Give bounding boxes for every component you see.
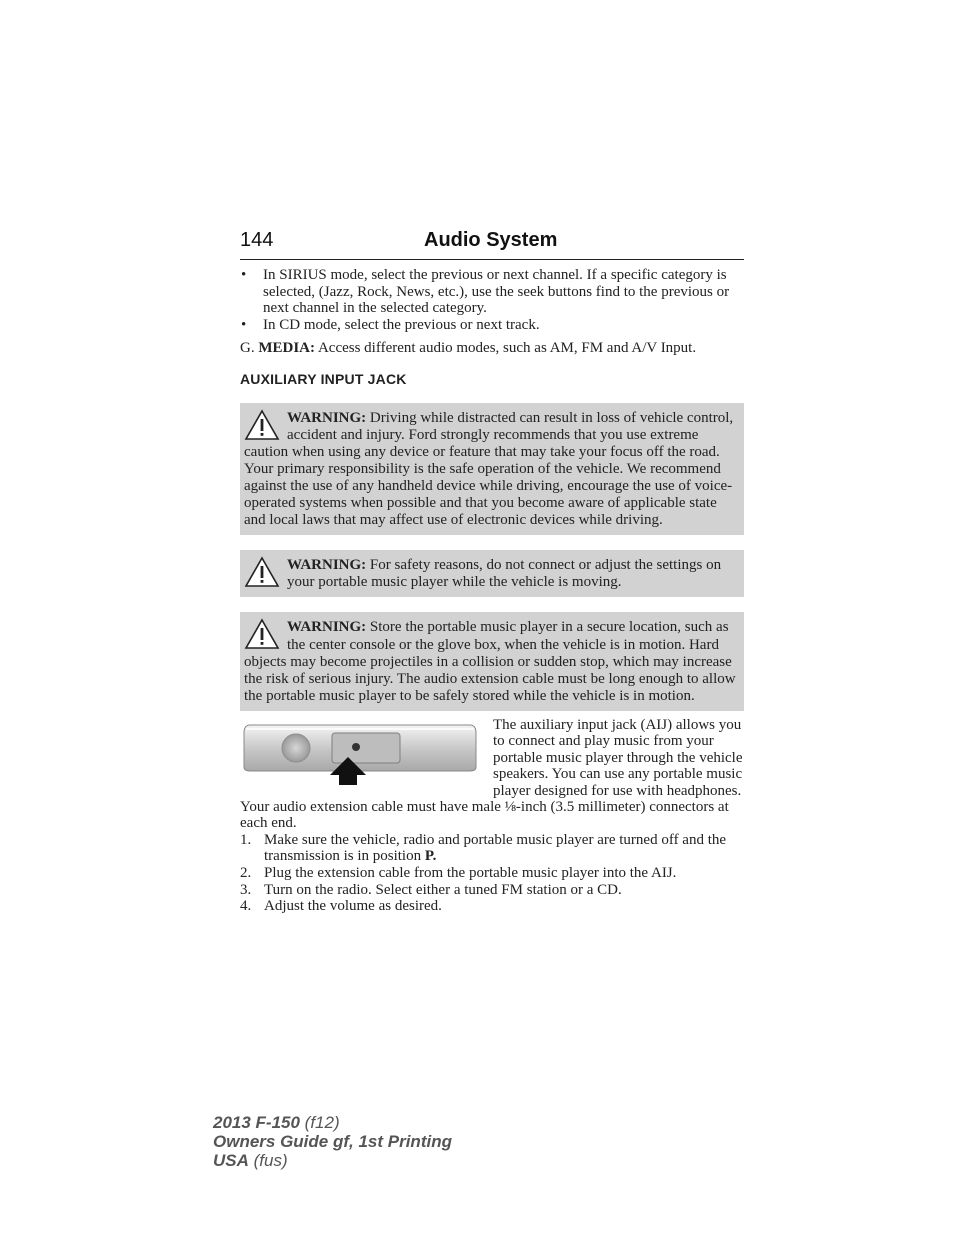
footer-model: 2013 F-150 [213,1113,300,1132]
list-item [240,267,744,317]
list-item [240,317,744,334]
footer-line [213,1113,452,1132]
step-number: 2. [240,864,252,881]
footer-line [213,1132,452,1151]
warning-text: Store the portable music player in a secure location, such as the center console or the glove box, when the vehicle is in motion. Hard objects may become projectiles in a collision or sudden stop, which may increase the risk of serious injury. The audio extension cable must be long enough to allow the portable music player to be safely stored while the vehicle is in motion. [244,619,736,704]
footer-line [213,1151,452,1170]
warning-triangle-icon [244,556,282,588]
page-header [240,229,744,260]
bullet-text: In CD mode, select the previous or next track. [263,316,540,333]
footer-model-code: (f12) [299,1113,340,1132]
step-item [240,882,744,899]
aij-section [240,717,744,832]
warning-label: WARNING: [287,409,367,426]
step-text: Plug the extension cable from the portable music player into the AIJ. [264,864,677,881]
bullet-icon: • [241,267,247,283]
warning-label: WARNING: [287,619,367,636]
step-text: Turn on the radio. Select either a tuned FM station or a CD. [264,881,622,898]
warning-text: For safety reasons, do not connect or adjust the settings on your portable music player while the vehicle is moving. [287,557,722,591]
step-text: Adjust the volume as desired. [264,898,442,915]
footer-guide: Owners Guide gf, 1st Printing [213,1132,452,1151]
media-prefix: G. [240,340,255,357]
aux-input-heading: AUXILIARY INPUT JACK [240,370,407,387]
step-number: 3. [240,881,252,898]
warning-text: Driving while distracted can result in loss of vehicle control, accident and injury. Ford strongly recommends that you use extreme caution when using any device or feature that may take your focus off the road. Your primary responsibility is the safe operation of the vehicle. We recommend against the use of any handheld device while driving, encourage the use of voice-operated systems when possible and that you become aware of applicable state and local laws that may affect use of electronic devices while driving. [244,409,734,529]
step-number: 1. [240,831,252,848]
media-paragraph [240,340,744,357]
aux-jack-illustration [240,723,480,791]
section-title: Audio System [424,229,558,251]
step-bold: P. [424,848,437,865]
page-number: 144 [240,229,274,251]
step-item [240,832,744,865]
warning-label: WARNING: [287,557,367,574]
bullet-icon: • [241,316,247,333]
warning-box [240,612,744,710]
media-text: Access different audio modes, such as AM, FM and A/V Input. [317,340,697,357]
media-label: MEDIA: [258,340,316,357]
step-item [240,865,744,882]
step-item [240,898,744,915]
footer-market: USA [213,1151,249,1170]
warning-triangle-icon [244,409,282,441]
page-footer [213,1113,452,1170]
aij-description: The auxiliary input jack (AIJ) allows you to connect and play music from your portable music player through the vehicle speakers. You can use any portable music player designed for use with headphones. Your audio extension cable must have male ⅛-inch (3.5 millimeter) connectors at each end. [240,716,743,832]
bullet-text: In SIRIUS mode, select the previous or next channel. If a specific category is selected, (Jazz, Rock, News, etc.), use the seek buttons find to the previous or next channel in the selected category. [263,267,730,317]
footer-market-code: (fus) [248,1151,288,1170]
steps-list [240,832,744,915]
warning-triangle-icon [244,618,282,650]
warning-box [240,550,744,597]
step-number: 4. [240,898,252,915]
warning-box [240,403,744,536]
page-content [240,267,744,915]
step-text: Make sure the vehicle, radio and portable music player are turned off and the transmission is in position [264,831,727,865]
